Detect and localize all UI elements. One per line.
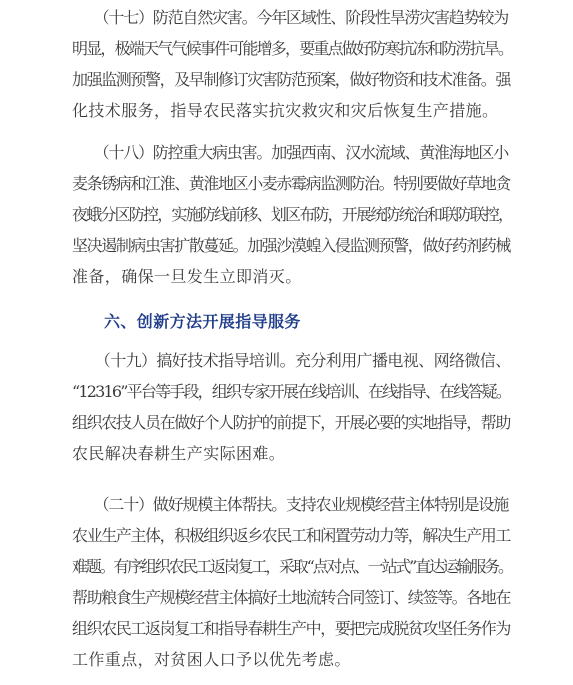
text-line: 夜蛾分区防控，实施防线前移、划区布防，开展统防统治和联防联控， <box>72 205 513 224</box>
paragraph-20 <box>72 489 512 675</box>
text-line: 帮助粮食生产规模经营主体搞好土地流转合同签订、续签等。各地在 <box>72 588 511 607</box>
text-line: （二十）做好规模主体帮扶。支持农业规模经营主体特别是设施 <box>72 495 509 514</box>
text-line: 坚决遏制病虫害扩散蔓延。加强沙漠蝗入侵监测预警，做好药剂药械 <box>72 236 511 255</box>
section-heading: 六、创新方法开展指导服务 <box>104 312 301 331</box>
text-line: 农业生产主体，积极组织返乡农民工和闲置劳动力等，解决生产用工 <box>72 526 511 545</box>
text-line: 明显，极端天气气候事件可能增多，要重点做好防寒抗冻和防涝抗旱。 <box>72 39 513 58</box>
text-line: 难题。有序组织农民工返岗复工，采取“点对点、一站式”直达运输服务。 <box>72 557 512 576</box>
text-line: 化技术服务，指导农民落实抗灾救灾和灾后恢复生产措施。 <box>72 101 499 120</box>
text-line: （十七）防范自然灾害。今年区域性、阶段性旱涝灾害趋势较为 <box>72 8 509 27</box>
text-line: 麦条锈病和江淮、黄淮地区小麦赤霉病监测防治。特别要做好草地贪 <box>72 174 511 193</box>
text-line: （十八）防控重大病虫害。加强西南、汉水流域、黄淮海地区小 <box>72 143 509 162</box>
text-line: 组织农民工返岗复工和指导春耕生产中，要把完成脱贫攻坚任务作为 <box>72 619 511 638</box>
text-line: （十九）搞好技术指导培训。充分利用广播电视、网络微信、 <box>72 351 511 370</box>
text-line: 工作重点，对贫困人口予以优先考虑。 <box>72 650 351 669</box>
paragraph-19 <box>72 345 512 469</box>
text-line: “12316”平台等手段，组织专家开展在线培训、在线指导、在线答疑。 <box>72 382 511 401</box>
text-line: 准备，确保一旦发生立即消灭。 <box>72 267 302 286</box>
paragraph-18 <box>72 137 512 292</box>
text-line: 加强监测预警，及早制修订灾害防范预案，做好物资和技术准备。强 <box>72 70 511 89</box>
text-line: 组织农技人员在做好个人防护的前提下，开展必要的实地指导，帮助 <box>72 413 511 432</box>
paragraph-17 <box>72 2 512 126</box>
text-line: 农民解决春耕生产实际困难。 <box>72 444 286 463</box>
